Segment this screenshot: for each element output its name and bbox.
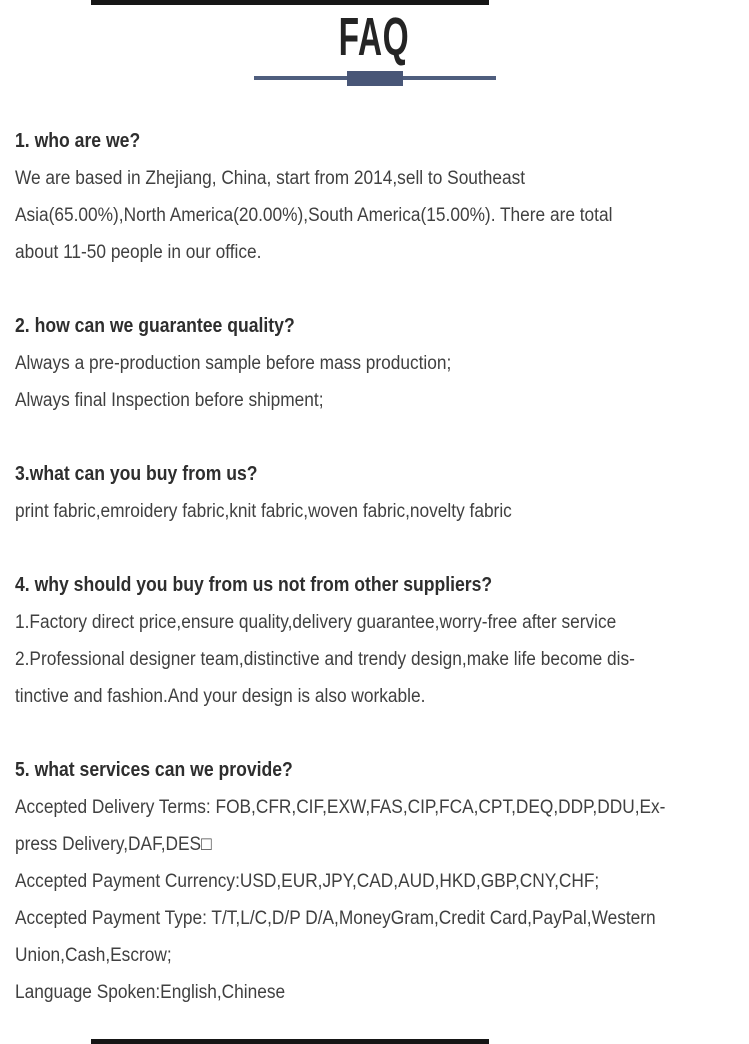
faq-section-5	[15, 752, 739, 1011]
faq-section-2	[15, 308, 739, 419]
faq-answer-line: We are based in Zhejiang, China, start from 2014,sell to Southeast	[15, 168, 526, 189]
faq-content	[0, 123, 749, 1011]
faq-answer-line: Language Spoken:English,Chinese	[15, 982, 286, 1003]
faq-answer-line: 2.Professional designer team,distinctive and trendy design,make life become dis-	[15, 649, 635, 670]
faq-header	[0, 0, 749, 67]
faq-answer-line: Asia(65.00%),North America(20.00%),South America(15.00%). There are total	[15, 205, 613, 226]
faq-answer-line: Accepted Payment Type: T/T,L/C,D/P D/A,MoneyGram,Credit Card,PayPal,Western	[15, 908, 656, 929]
faq-section-3	[15, 456, 739, 530]
faq-question-3: 3.what can you buy from us?	[15, 463, 258, 485]
faq-question-2: 2. how can we guarantee quality?	[15, 315, 295, 337]
faq-answer-line: Always final Inspection before shipment;	[15, 390, 324, 411]
faq-question-1: 1. who are we?	[15, 130, 141, 152]
faq-section-4	[15, 567, 739, 715]
faq-answer-line: Always a pre-production sample before mass production;	[15, 353, 452, 374]
faq-answer-line: about 11-50 people in our office.	[15, 242, 262, 263]
faq-answer-line: Accepted Delivery Terms: FOB,CFR,CIF,EXW,FAS,CIP,FCA,CPT,DEQ,DDP,DDU,Ex-	[15, 797, 666, 818]
page-title: FAQ	[339, 7, 410, 67]
faq-answer-line: press Delivery,DAF,DES□	[15, 834, 212, 855]
faq-answer-line: print fabric,emroidery fabric,knit fabric,woven fabric,novelty fabric	[15, 501, 512, 522]
bottom-section-edge-bar	[91, 1039, 489, 1044]
faq-answer-line: tinctive and fashion.And your design is also workable.	[15, 686, 426, 707]
faq-answer-line: Union,Cash,Escrow;	[15, 945, 172, 966]
title-divider	[254, 71, 496, 86]
faq-question-5: 5. what services can we provide?	[15, 759, 293, 781]
faq-answer-line: 1.Factory direct price,ensure quality,delivery guarantee,worry-free after service	[15, 612, 617, 633]
top-section-edge-bar	[91, 0, 489, 5]
divider-center-block	[347, 71, 403, 86]
faq-question-4: 4. why should you buy from us not from other suppliers?	[15, 574, 493, 596]
faq-section-1	[15, 123, 739, 271]
faq-answer-line: Accepted Payment Currency:USD,EUR,JPY,CAD,AUD,HKD,GBP,CNY,CHF;	[15, 871, 600, 892]
